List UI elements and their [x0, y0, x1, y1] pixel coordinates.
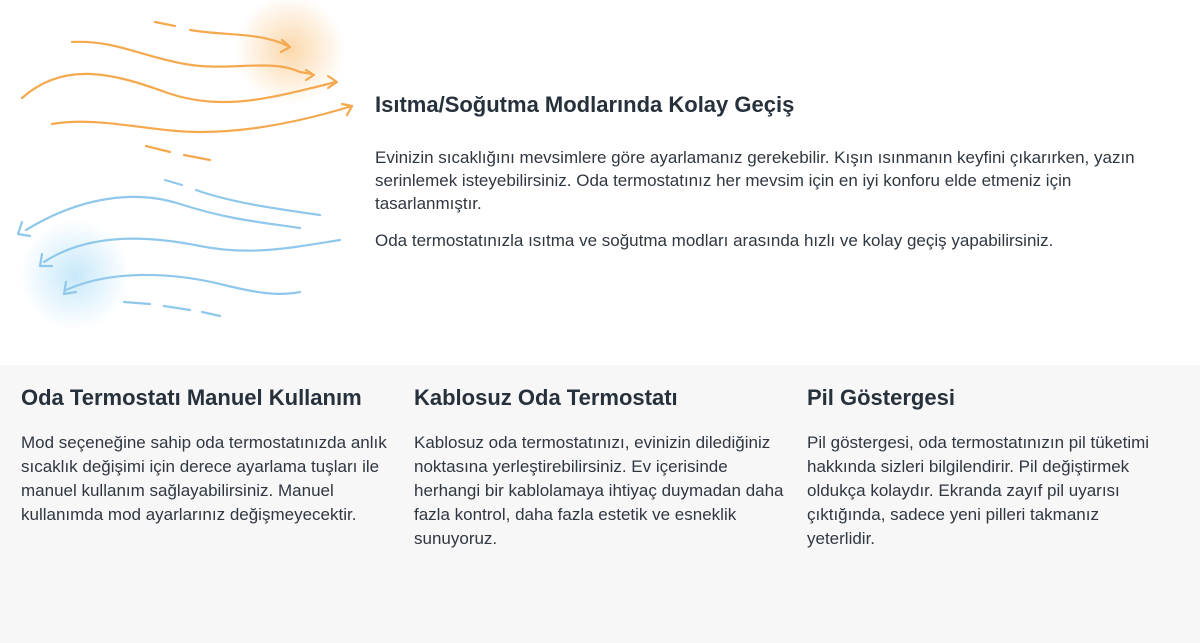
- feature-text: Mod seçeneğine sahip oda termostatınızda anlık sıcaklık değişimi için derece ayarlama tuşları ile manuel kullanım sağlayabilirsiniz. Manuel kullanımda mod ayarlarınız değişmeyecektir.: [21, 433, 387, 524]
- hero-paragraph-2: Oda termostatınızla ısıtma ve soğutma modları arasında hızlı ve kolay geçiş yapabilirsiniz.: [375, 231, 1054, 250]
- feature-manual-use: [21, 385, 391, 527]
- hero-paragraph-1: Evinizin sıcaklığını mevsimlere göre ayarlamanız gerekebilir. Kışın ısınmanın keyfini çıkarırken, yazın serinlemek isteyebilirsiniz. Oda termostatınız her mevsim için en iyi konforu elde etmeniz için tasarlanmıştır.: [375, 148, 1135, 213]
- feature-title: Kablosuz Oda Termostatı: [414, 385, 678, 410]
- feature-title: Oda Termostatı Manuel Kullanım: [21, 385, 362, 410]
- feature-battery-indicator: [807, 385, 1167, 551]
- heating-cooling-waves-illustration: [0, 0, 370, 340]
- feature-text: Pil göstergesi, oda termostatınızın pil tüketimi hakkında sizleri bilgilendirir. Pil değiştirmek oldukça kolaydır. Ekranda zayıf pil uyarısı çıktığında, sadece yeni pilleri takmanız yeterlidir.: [807, 433, 1150, 548]
- feature-wireless: [414, 385, 784, 551]
- feature-text: Kablosuz oda termostatınızı, evinizin dilediğiniz noktasına yerleştirebilirsiniz. Ev içerisinde herhangi bir kablolamaya ihtiyaç duymadan daha fazla kontrol, daha fazla estetik ve esneklik sunuyoruz.: [414, 433, 784, 548]
- features-section: [0, 365, 1200, 643]
- feature-title: Pil Göstergesi: [807, 385, 955, 410]
- waves-icon: [0, 0, 370, 340]
- hero-title: Isıtma/Soğutma Modlarında Kolay Geçiş: [375, 92, 795, 117]
- hero-text: [375, 90, 1135, 266]
